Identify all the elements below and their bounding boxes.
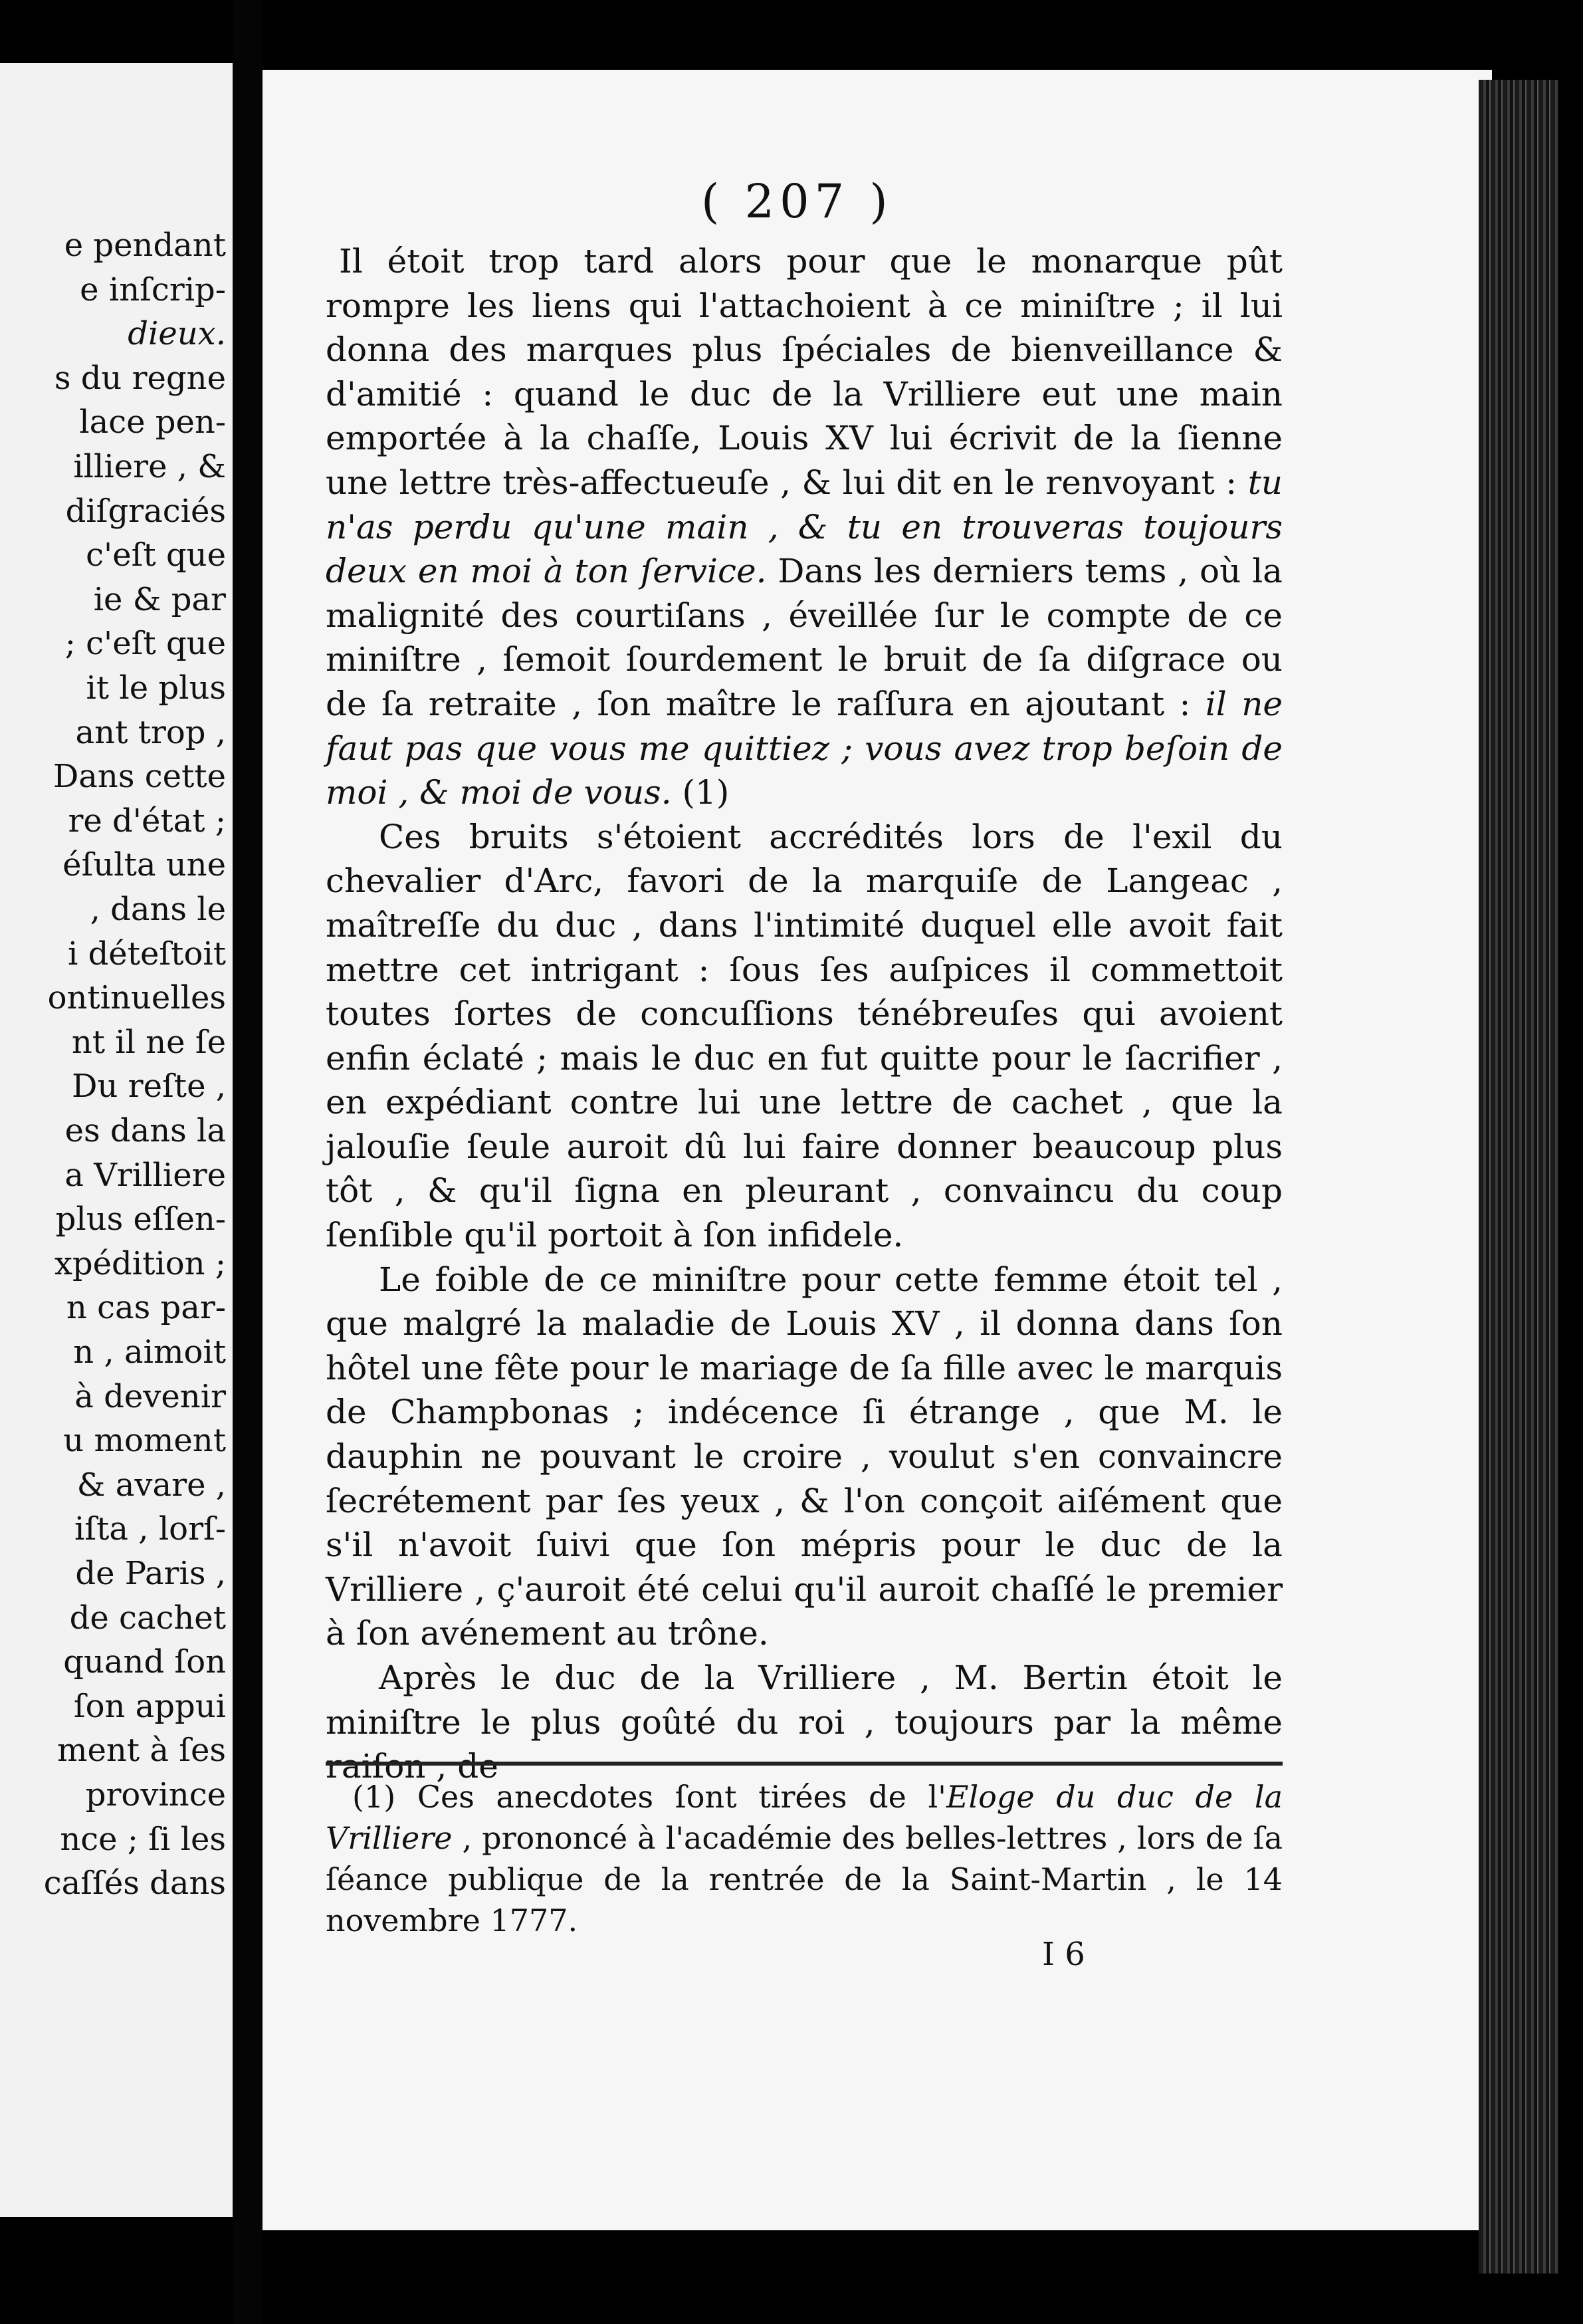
left-page-line: Du reſte , xyxy=(72,1068,226,1105)
paragraph xyxy=(326,1258,1283,1656)
text-run: (1) xyxy=(671,773,730,812)
left-page-line: & avare , xyxy=(76,1466,226,1504)
text-run: (1) Ces anecdotes ſont tirées de l' xyxy=(352,1779,946,1815)
text-run: Il étoit trop tard alors pour que le monarque pût rompre les liens qui l'attachoient à ce miniſtre ; il lui donna des marques plus ſpéciales de bienveillance & d'amitié : quand le duc de la Vrilliere eut une main emportée à la chaſſe, Louis XV lui écrivit de la ſienne une lettre très-affectueuſe , & lui dit en le renvoyant : xyxy=(326,242,1283,502)
body-text xyxy=(326,239,1283,1789)
footnote-rule xyxy=(326,1762,1283,1766)
left-page-line: nt il ne ſe xyxy=(71,1023,226,1061)
left-page-line: caſſés dans xyxy=(43,1865,226,1903)
left-page-line: lace pen- xyxy=(79,404,226,441)
left-page-line: ie & par xyxy=(93,580,226,618)
text-run: , prononcé à l'académie des belles-lettres , lors de ſa ſéance publique de la rentrée de la Saint-Martin , le 14 novembre 1777. xyxy=(326,1820,1283,1938)
page-edge xyxy=(1479,80,1558,2273)
signature-mark: I 6 xyxy=(1042,1936,1085,1973)
left-page-line: à devenir xyxy=(74,1377,226,1415)
paragraph xyxy=(326,1656,1283,1789)
paragraph xyxy=(326,815,1283,1258)
left-page-line: re d'état ; xyxy=(68,802,226,840)
left-page-line: dieux. xyxy=(128,315,226,353)
left-page-line: ; c'eſt que xyxy=(64,625,226,663)
left-page-line: province xyxy=(85,1776,226,1813)
left-page-line: ſon appui xyxy=(73,1687,226,1725)
left-page-line: de Paris , xyxy=(75,1555,226,1592)
italic-text-run: il ne faut pas que vous me quittiez ; vous avez trop beſoin de moi , & moi de vous. xyxy=(326,684,1283,812)
left-page-line: diſgraciés xyxy=(65,492,226,530)
text-run: Ces bruits s'étoient accrédités lors de l'exil du chevalier d'Arc, favori de la marquiſe de Langeac , maîtreſſe du duc , dans l'intimité duquel elle avoit fait mettre cet intrigant : ſous ſes auſpices il commettoit toutes ſortes de concuſſions ténébreuſes qui avoient enfin éclaté ; mais le duc en fut quitte pour le ſacrifier , en expédiant contre lui une lettre de cachet , que la jalouſie ſeule auroit dû lui faire donner beaucoup plus tôt , & qu'il ſigna en pleurant , convaincu du coup ſenſible qu'il portoit à ſon infidele. xyxy=(326,817,1283,1255)
left-page-line: e pendant xyxy=(64,227,226,264)
left-page-line: iſta , lorſ- xyxy=(74,1510,226,1548)
left-page-line: quand ſon xyxy=(63,1643,226,1681)
text-run: Dans les derniers tems , où la malignité des courtiſans , éveillée ſur le compte de ce miniſtre , ſemoit ſourdement le bruit de ſa diſgrace ou de ſa retraite , ſon maître le raſſura en ajoutant : xyxy=(326,552,1283,723)
left-facing-page xyxy=(0,63,233,2217)
italic-text-run: tu n'as perdu qu'une main , & tu en trouveras toujours deux en moi à ton ſervice. xyxy=(326,463,1283,591)
left-page-line: éſulta une xyxy=(62,846,226,884)
left-page-line: plus eſſen- xyxy=(55,1201,226,1238)
left-page-line: de cachet xyxy=(69,1599,226,1637)
left-page-line: ant trop , xyxy=(75,713,226,751)
left-page-line: a Vrilliere xyxy=(64,1156,226,1194)
left-page-line: ment à ſes xyxy=(56,1732,226,1770)
italic-text-run: Eloge du duc de la Vrilliere xyxy=(326,1779,1283,1856)
text-run: Après le duc de la Vrilliere , M. Bertin étoit le miniſtre le plus goûté du roi , toujours par la même raiſon , de xyxy=(326,1659,1283,1786)
left-page-line: nce ; ſi les xyxy=(60,1820,226,1858)
left-page-line: it le plus xyxy=(86,669,226,707)
page-number: ( 207 ) xyxy=(701,174,893,229)
left-page-line: xpédition ; xyxy=(54,1244,226,1282)
text-run: Le foible de ce miniſtre pour cette femme étoit tel , que malgré la maladie de Louis XV , il donna dans ſon hôtel une fête pour le mariage de ſa fille avec le marquis de Champbonas ; indécence ſi étrange , que M. le dauphin ne pouvant le croire , voulut s'en convaincre ſecrétement par ſes yeux , & l'on conçoit aiſément que s'il n'avoit ſuivi que ſon mépris pour le duc de la Vrilliere , ç'auroit été celui qu'il auroit chaſſé le premier à ſon avénement au trône. xyxy=(326,1260,1283,1653)
left-page-line: c'eſt que xyxy=(86,536,226,574)
paragraph xyxy=(326,239,1283,815)
left-page-line: , dans le xyxy=(90,891,226,928)
left-page-line: illiere , & xyxy=(73,448,226,485)
footnote xyxy=(326,1776,1283,1941)
left-page-line: e inſcrip- xyxy=(80,271,226,308)
left-page-line: Dans cette xyxy=(53,758,226,796)
book-gutter xyxy=(233,0,263,2324)
left-page-line: s du regne xyxy=(54,359,226,397)
left-page-line: ontinuelles xyxy=(47,979,226,1017)
left-page-line: n , aimoit xyxy=(73,1334,226,1371)
left-page-line: es dans la xyxy=(64,1112,226,1149)
left-page-line: n cas par- xyxy=(66,1289,226,1327)
left-page-line: i déteſtoit xyxy=(67,935,226,973)
left-page-line: u moment xyxy=(63,1422,226,1460)
